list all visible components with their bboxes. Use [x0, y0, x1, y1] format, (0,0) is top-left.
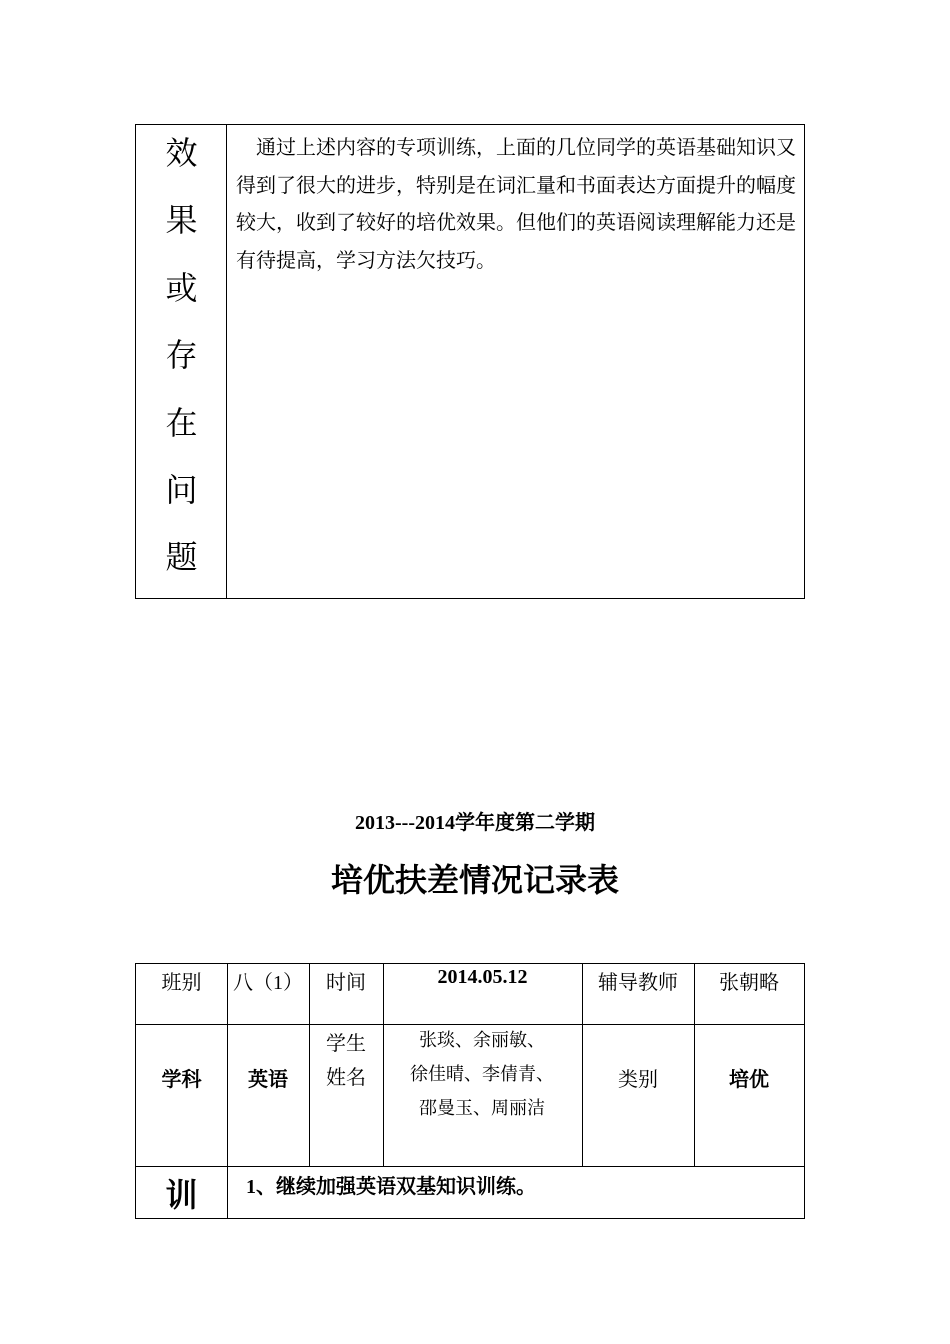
- effect-label-char: 问: [165, 471, 198, 509]
- subject-value: 英语: [248, 1067, 288, 1091]
- category-value: 培优: [729, 1067, 769, 1091]
- class-value: 八（1）: [233, 972, 303, 994]
- student-label-line: 姓名: [326, 1065, 366, 1089]
- training-label: 训: [165, 1176, 198, 1214]
- effect-content: 通过上述内容的专项训练，上面的几位同学的英语基础知识又得到了很大的进步，特别是在词汇量和书面表达方面提升的幅度较大，收到了较好的培优效果。但他们的英语阅读理解能力还是有待提高，学习方法欠技巧。: [236, 135, 796, 272]
- category-label: 类别: [618, 1067, 658, 1091]
- student-names-line: 张琰、余丽敏、: [419, 1030, 545, 1051]
- effect-label-char: 或: [165, 269, 198, 307]
- training-item: 1、继续加强英语双基知识训练。: [246, 1176, 536, 1198]
- student-names: [383, 1024, 581, 1126]
- student-label: [309, 1026, 383, 1094]
- teacher-value: 张朝略: [719, 970, 779, 994]
- effect-label-column: [136, 125, 227, 598]
- student-label-line: 学生: [326, 1031, 366, 1055]
- effect-label-char: 在: [165, 404, 198, 442]
- record-table: [135, 963, 805, 1219]
- time-value: 2014.05.12: [437, 966, 528, 988]
- effect-label-char: 存: [165, 336, 198, 374]
- class-label: 班别: [161, 970, 202, 994]
- time-label: 时间: [326, 970, 366, 994]
- effect-label-char: 果: [165, 201, 198, 239]
- student-names-line: 徐佳晴、李倩青、: [410, 1064, 554, 1085]
- teacher-label: 辅导教师: [598, 970, 678, 994]
- effect-table: [135, 124, 805, 599]
- row-divider: [136, 1166, 804, 1167]
- page-title: 培优扶差情况记录表: [330, 861, 619, 899]
- student-names-line: 邵曼玉、周丽洁: [419, 1098, 545, 1119]
- effect-label-char: 题: [165, 538, 198, 576]
- effect-label-char: 效: [165, 134, 198, 172]
- semester-subtitle: 2013---2014学年度第二学期: [355, 812, 595, 834]
- subject-label: 学科: [161, 1067, 202, 1091]
